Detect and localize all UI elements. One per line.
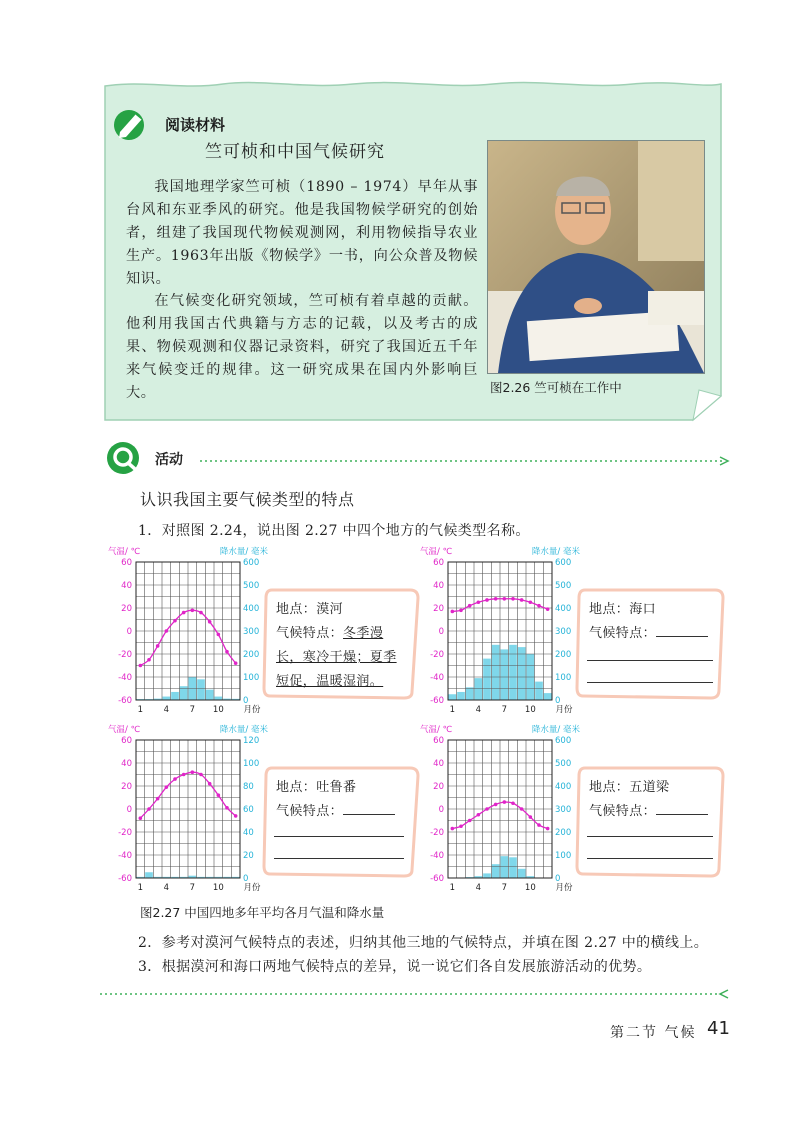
card-turpan bbox=[262, 766, 420, 878]
month-unit-label: 月份 bbox=[555, 883, 573, 893]
temperature-point bbox=[156, 644, 160, 648]
precip-bar bbox=[518, 647, 526, 700]
temperature-point bbox=[173, 619, 177, 623]
precip-tick-label: 100 bbox=[555, 673, 572, 683]
temperature-point bbox=[477, 813, 481, 817]
precip-bar bbox=[206, 690, 214, 700]
month-tick-label: 10 bbox=[212, 883, 224, 893]
temperature-point bbox=[511, 597, 515, 601]
precip-tick-label: 500 bbox=[555, 759, 572, 769]
month-tick-label: 4 bbox=[163, 883, 170, 893]
temp-axis-label: 气温/ ℃ bbox=[108, 547, 141, 557]
temperature-point bbox=[537, 823, 541, 827]
month-tick-label: 1 bbox=[137, 705, 144, 715]
precip-tick-label: 80 bbox=[243, 782, 254, 792]
month-tick-label: 4 bbox=[475, 883, 482, 893]
divider-bottom bbox=[100, 985, 730, 1004]
precip-axis-label: 降水量/ 毫米 bbox=[531, 725, 580, 735]
temp-tick-label: -40 bbox=[430, 673, 444, 683]
temperature-point bbox=[156, 797, 160, 801]
temp-tick-label: 0 bbox=[126, 627, 132, 637]
section-footer: 第二节 气候 bbox=[610, 1025, 697, 1041]
temp-tick-label: 0 bbox=[438, 627, 444, 637]
temperature-point bbox=[199, 773, 203, 777]
temperature-point bbox=[511, 801, 515, 805]
temp-axis-label: 气温/ ℃ bbox=[420, 547, 453, 557]
precip-tick-label: 600 bbox=[555, 558, 572, 568]
temp-tick-label: 20 bbox=[433, 604, 444, 614]
temp-tick-label: 0 bbox=[126, 805, 132, 815]
precip-tick-label: 300 bbox=[555, 805, 572, 815]
precip-bar bbox=[509, 857, 517, 878]
precip-axis-label: 降水量/ 毫米 bbox=[531, 547, 580, 557]
temp-tick-label: -20 bbox=[430, 828, 444, 838]
temp-tick-label: 40 bbox=[121, 581, 132, 591]
temperature-point bbox=[494, 803, 498, 807]
temperature-point bbox=[529, 815, 533, 819]
temperature-point bbox=[208, 782, 212, 786]
card-haikou bbox=[575, 588, 725, 700]
temperature-point bbox=[147, 807, 151, 811]
temperature-point bbox=[139, 816, 143, 820]
precip-tick-label: 600 bbox=[243, 558, 260, 568]
temp-tick-label: -60 bbox=[430, 696, 444, 706]
precip-tick-label: 0 bbox=[555, 874, 561, 884]
temp-tick-label: 60 bbox=[433, 736, 444, 746]
precip-bar bbox=[509, 645, 517, 700]
temperature-point bbox=[234, 661, 238, 665]
activity-label: 活动 bbox=[155, 452, 183, 468]
temperature-point bbox=[225, 806, 229, 810]
precip-bar bbox=[492, 645, 500, 700]
temp-tick-label: -20 bbox=[118, 828, 132, 838]
precip-tick-label: 200 bbox=[555, 650, 572, 660]
temp-axis-label: 气温/ ℃ bbox=[420, 725, 453, 735]
temperature-point bbox=[182, 611, 186, 615]
precip-tick-label: 100 bbox=[243, 673, 260, 683]
month-tick-label: 10 bbox=[212, 705, 224, 715]
precip-tick-label: 500 bbox=[555, 581, 572, 591]
precip-tick-label: 100 bbox=[555, 851, 572, 861]
precip-tick-label: 400 bbox=[243, 604, 260, 614]
pencil-icon bbox=[112, 108, 152, 142]
precip-tick-label: 20 bbox=[243, 851, 254, 861]
precip-tick-label: 100 bbox=[243, 759, 260, 769]
temp-tick-label: -20 bbox=[118, 650, 132, 660]
temp-tick-label: -60 bbox=[118, 696, 132, 706]
reading-label: 阅读材料 bbox=[165, 116, 226, 134]
card-feature-text-1: 冬季漫 bbox=[343, 626, 384, 641]
temperature-point bbox=[139, 664, 143, 668]
question-2: 2．参考对漠河气候特点的表述，归纳其他三地的气候特点，并填在图 2.27 中的横线上。 bbox=[138, 935, 709, 951]
card-feature-label: 气候特点： bbox=[276, 626, 344, 641]
temperature-point bbox=[173, 777, 177, 781]
temperature-point bbox=[217, 793, 221, 797]
answer-line[interactable] bbox=[587, 836, 713, 837]
temp-tick-label: -20 bbox=[430, 650, 444, 660]
chart-turpan bbox=[108, 722, 268, 900]
temp-tick-label: 40 bbox=[121, 759, 132, 769]
question-1: 1．对照图 2.24，说出图 2.27 中四个地方的气候类型名称。 bbox=[138, 523, 530, 539]
card-wudaoliang bbox=[575, 766, 725, 878]
temp-tick-label: 20 bbox=[433, 782, 444, 792]
temp-tick-label: 60 bbox=[433, 558, 444, 568]
answer-line[interactable] bbox=[274, 836, 404, 837]
temperature-point bbox=[234, 814, 238, 818]
precip-bar bbox=[457, 692, 465, 700]
temperature-point bbox=[459, 824, 463, 828]
precip-bar bbox=[466, 687, 474, 700]
precip-bar bbox=[449, 694, 457, 700]
card-place: 地点：海口 bbox=[589, 602, 657, 617]
temp-tick-label: 60 bbox=[121, 736, 132, 746]
temperature-point bbox=[199, 611, 203, 615]
paragraph-1: 我国地理学家竺可桢（1890 – 1974）早年从事台风和东亚季风的研究。他是我国物候学研究的创始者，组建了我国现代物候观测网，利用物候指导农业生产。1963年出版《物候学》一书，向公众普及物候知识。 bbox=[126, 179, 478, 287]
portrait-photo bbox=[487, 140, 705, 374]
temperature-point bbox=[191, 770, 195, 774]
precip-axis-label: 降水量/ 毫米 bbox=[219, 547, 268, 557]
precip-bar bbox=[163, 697, 171, 700]
chart-haikou bbox=[420, 544, 580, 722]
month-unit-label: 月份 bbox=[243, 883, 261, 893]
precip-tick-label: 300 bbox=[555, 627, 572, 637]
temperature-point bbox=[208, 620, 212, 624]
month-tick-label: 10 bbox=[524, 705, 536, 715]
precip-bar bbox=[518, 869, 526, 878]
temp-axis-label: 气温/ ℃ bbox=[108, 725, 141, 735]
precip-bar bbox=[215, 697, 223, 700]
precip-bar bbox=[483, 659, 491, 700]
temperature-point bbox=[529, 600, 533, 604]
precip-tick-label: 500 bbox=[243, 581, 260, 591]
temperature-point bbox=[468, 819, 472, 823]
month-tick-label: 7 bbox=[189, 705, 196, 715]
month-unit-label: 月份 bbox=[555, 705, 573, 715]
temperature-point bbox=[520, 807, 524, 811]
card-feature-text-2: 长，寒冷干燥；夏季 bbox=[276, 650, 397, 665]
precip-tick-label: 0 bbox=[243, 874, 249, 884]
figure-caption: 图2.27 中国四地多年平均各月气温和降水量 bbox=[140, 905, 385, 920]
card-mohe bbox=[262, 588, 420, 700]
temperature-point bbox=[477, 600, 481, 604]
precip-tick-label: 0 bbox=[243, 696, 249, 706]
page-number: 41 bbox=[707, 1018, 730, 1039]
precip-tick-label: 400 bbox=[555, 604, 572, 614]
month-tick-label: 4 bbox=[163, 705, 170, 715]
temp-tick-label: -40 bbox=[118, 851, 132, 861]
temperature-point bbox=[165, 629, 169, 633]
precip-tick-label: 0 bbox=[555, 696, 561, 706]
precip-bar bbox=[475, 678, 483, 700]
temperature-point bbox=[537, 604, 541, 608]
answer-line[interactable] bbox=[587, 858, 713, 859]
precip-tick-label: 600 bbox=[555, 736, 572, 746]
month-tick-label: 7 bbox=[501, 705, 508, 715]
temp-tick-label: -40 bbox=[118, 673, 132, 683]
temperature-point bbox=[451, 610, 455, 614]
photo-caption: 图2.26 竺可桢在工作中 bbox=[490, 380, 622, 395]
temperature-point bbox=[217, 633, 221, 637]
precip-tick-label: 120 bbox=[243, 736, 260, 746]
temp-tick-label: 40 bbox=[433, 759, 444, 769]
temperature-point bbox=[503, 597, 507, 601]
month-tick-label: 1 bbox=[137, 883, 144, 893]
temperature-point bbox=[225, 650, 229, 654]
article-title: 竺可桢和中国气候研究 bbox=[205, 142, 385, 162]
temperature-point bbox=[485, 807, 489, 811]
temperature-point bbox=[147, 658, 151, 662]
temperature-point bbox=[546, 607, 550, 611]
temperature-point bbox=[503, 800, 507, 804]
temperature-point bbox=[191, 609, 195, 613]
temperature-point bbox=[165, 785, 169, 789]
chart-mohe bbox=[108, 544, 268, 722]
temp-tick-label: -60 bbox=[118, 874, 132, 884]
activity-icon bbox=[105, 440, 145, 476]
temp-tick-label: 0 bbox=[438, 805, 444, 815]
month-tick-label: 1 bbox=[449, 883, 456, 893]
paragraph-2: 在气候变化研究领域，竺可桢有着卓越的贡献。他利用我国古代典籍与方志的记载，以及考古的成果、物候观测和仪器记录资料，研究了我国近五千年来气候变迁的规律。这一研究成果在国内外影响巨大。 bbox=[126, 293, 478, 401]
temperature-point bbox=[546, 827, 550, 831]
precip-bar bbox=[501, 856, 509, 878]
precip-tick-label: 200 bbox=[243, 650, 260, 660]
month-tick-label: 7 bbox=[189, 883, 196, 893]
card-place: 地点：五道梁 bbox=[589, 780, 670, 795]
temperature-point bbox=[485, 598, 489, 602]
temperature-point bbox=[182, 773, 186, 777]
card-feature-text-3: 短促，温暖湿润。 bbox=[276, 674, 384, 689]
month-tick-label: 1 bbox=[449, 705, 456, 715]
precip-axis-label: 降水量/ 毫米 bbox=[219, 725, 268, 735]
answer-line[interactable] bbox=[274, 858, 404, 859]
precip-bar bbox=[197, 679, 205, 700]
precip-bar bbox=[501, 649, 509, 700]
answer-line[interactable] bbox=[587, 682, 713, 683]
temperature-point bbox=[451, 827, 455, 831]
precip-tick-label: 40 bbox=[243, 828, 254, 838]
precip-bar bbox=[145, 872, 153, 878]
precip-bar bbox=[535, 682, 543, 700]
answer-line[interactable] bbox=[587, 660, 713, 661]
month-tick-label: 7 bbox=[501, 883, 508, 893]
divider-top bbox=[200, 452, 730, 471]
precip-tick-label: 300 bbox=[243, 627, 260, 637]
card-place: 地点：吐鲁番 bbox=[276, 780, 357, 795]
temp-tick-label: 60 bbox=[121, 558, 132, 568]
temp-tick-label: -40 bbox=[430, 851, 444, 861]
month-tick-label: 4 bbox=[475, 705, 482, 715]
activity-heading: 认识我国主要气候类型的特点 bbox=[140, 490, 355, 509]
card-place: 地点：漠河 bbox=[276, 602, 344, 617]
temp-tick-label: 20 bbox=[121, 604, 132, 614]
card-feature-label: 气候特点： bbox=[589, 626, 657, 641]
card-feature-label: 气候特点： bbox=[589, 804, 657, 819]
precip-bar bbox=[483, 873, 491, 878]
month-tick-label: 10 bbox=[524, 883, 536, 893]
precip-tick-label: 200 bbox=[555, 828, 572, 838]
month-unit-label: 月份 bbox=[243, 705, 261, 715]
temp-tick-label: -60 bbox=[430, 874, 444, 884]
temperature-point bbox=[459, 609, 463, 613]
card-feature-label: 气候特点： bbox=[276, 804, 344, 819]
temp-tick-label: 40 bbox=[433, 581, 444, 591]
precip-tick-label: 400 bbox=[555, 782, 572, 792]
question-3: 3．根据漠河和海口两地气候特点的差异，说一说它们各自发展旅游活动的优势。 bbox=[138, 959, 652, 975]
temperature-point bbox=[520, 598, 524, 602]
precip-bar bbox=[171, 692, 179, 700]
precip-tick-label: 60 bbox=[243, 805, 254, 815]
precip-bar bbox=[544, 693, 552, 700]
chart-wudaoliang bbox=[420, 722, 580, 900]
temperature-point bbox=[494, 597, 498, 601]
temperature-point bbox=[468, 604, 472, 608]
temp-tick-label: 20 bbox=[121, 782, 132, 792]
